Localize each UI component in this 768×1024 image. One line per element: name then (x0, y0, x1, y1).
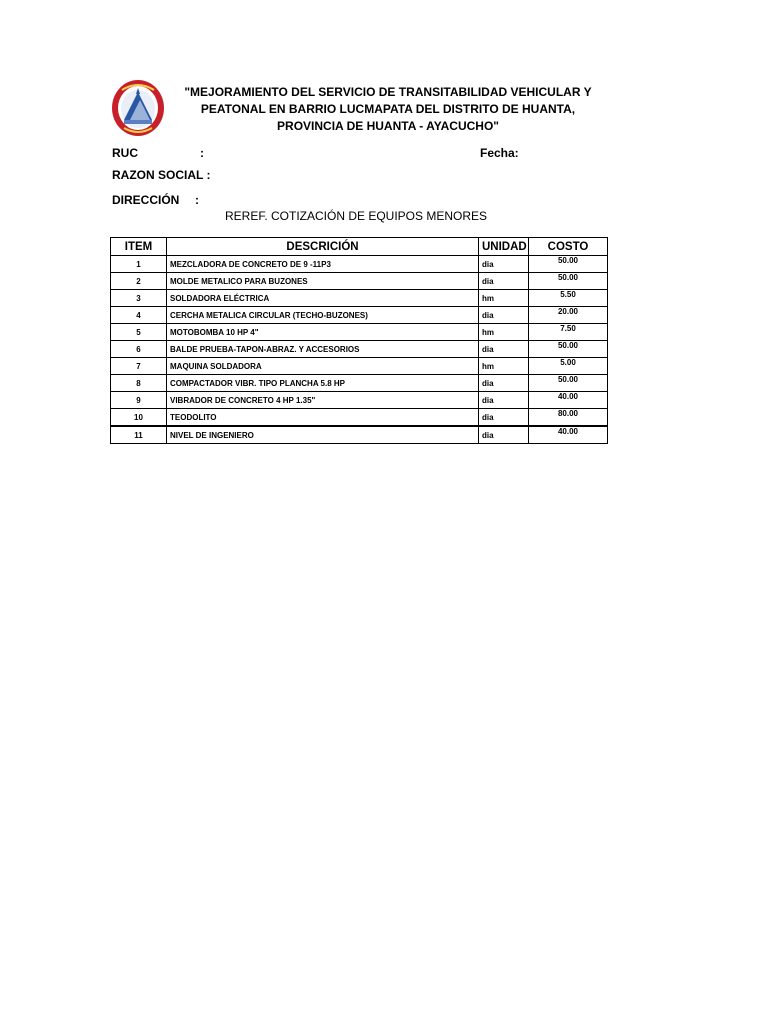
row-unit: hm (479, 324, 529, 341)
fecha-label: Fecha: (480, 146, 519, 160)
municipal-seal-icon (110, 78, 166, 138)
row-cost: 5.50 (529, 290, 608, 307)
row-item: 8 (111, 375, 167, 392)
row-item: 10 (111, 409, 167, 427)
table-row (111, 375, 608, 392)
row-description: COMPACTADOR VIBR. TIPO PLANCHA 5.8 HP (167, 375, 479, 392)
row-unit: dia (479, 409, 529, 427)
row-description: CERCHA METALICA CIRCULAR (TECHO-BUZONES) (167, 307, 479, 324)
row-description: VIBRADOR DE CONCRETO 4 HP 1.35" (167, 392, 479, 409)
table-row (111, 409, 608, 427)
row-description: MAQUINA SOLDADORA (167, 358, 479, 375)
row-item: 1 (111, 256, 167, 273)
row-cost: 50.00 (529, 341, 608, 358)
row-item: 2 (111, 273, 167, 290)
row-item: 9 (111, 392, 167, 409)
table-row (111, 324, 608, 341)
row-unit: dia (479, 375, 529, 392)
header-item: ITEM (111, 238, 167, 256)
row-item: 4 (111, 307, 167, 324)
direccion-colon: : (195, 193, 199, 207)
ruc-label: RUC (112, 146, 138, 160)
row-description: TEODOLITO (167, 409, 479, 427)
row-description: SOLDADORA ELÉCTRICA (167, 290, 479, 307)
row-unit: dia (479, 307, 529, 324)
row-item: 7 (111, 358, 167, 375)
row-description: MOTOBOMBA 10 HP 4" (167, 324, 479, 341)
table-row (111, 290, 608, 307)
row-item: 6 (111, 341, 167, 358)
razon-social-label: RAZON SOCIAL : (112, 168, 211, 182)
row-cost: 40.00 (529, 426, 608, 444)
table-row (111, 341, 608, 358)
row-unit: hm (479, 290, 529, 307)
header-descripcion: DESCRICIÓN (167, 238, 479, 256)
row-unit: dia (479, 341, 529, 358)
row-cost: 7.50 (529, 324, 608, 341)
row-unit: dia (479, 256, 529, 273)
header-unidad: UNIDAD (479, 238, 529, 256)
table-row (111, 358, 608, 375)
row-cost: 50.00 (529, 375, 608, 392)
header-costo: COSTO (529, 238, 608, 256)
row-cost: 5.00 (529, 358, 608, 375)
table-row (111, 392, 608, 409)
row-description: BALDE PRUEBA-TAPON-ABRAZ. Y ACCESORIOS (167, 341, 479, 358)
row-item: 3 (111, 290, 167, 307)
row-cost: 50.00 (529, 273, 608, 290)
row-description: NIVEL DE INGENIERO (167, 426, 479, 444)
reference-subtitle: REREF. COTIZACIÓN DE EQUIPOS MENORES (224, 209, 488, 223)
row-cost: 80.00 (529, 409, 608, 427)
row-cost: 40.00 (529, 392, 608, 409)
row-cost: 20.00 (529, 307, 608, 324)
direccion-label: DIRECCIÓN (112, 193, 180, 207)
table-row (111, 426, 608, 444)
document-title: "MEJORAMIENTO DEL SERVICIO DE TRANSITABILIDAD VEHICULAR Y PEATONAL EN BARRIO LUCMAPATA DEL DISTRITO DE HUANTA, PROVINCIA DE HUANTA - AYACUCHO" (184, 85, 592, 133)
table-row (111, 307, 608, 324)
row-description: MOLDE METALICO PARA BUZONES (167, 273, 479, 290)
row-item: 5 (111, 324, 167, 341)
row-unit: hm (479, 358, 529, 375)
row-cost: 50.00 (529, 256, 608, 273)
table-row (111, 256, 608, 273)
row-unit: dia (479, 273, 529, 290)
equipment-table (110, 237, 608, 444)
ruc-colon: : (200, 146, 204, 160)
row-item: 11 (111, 426, 167, 444)
row-unit: dia (479, 392, 529, 409)
table-row (111, 273, 608, 290)
row-unit: dia (479, 426, 529, 444)
table-header-row (111, 238, 608, 256)
row-description: MEZCLADORA DE CONCRETO DE 9 -11P3 (167, 256, 479, 273)
